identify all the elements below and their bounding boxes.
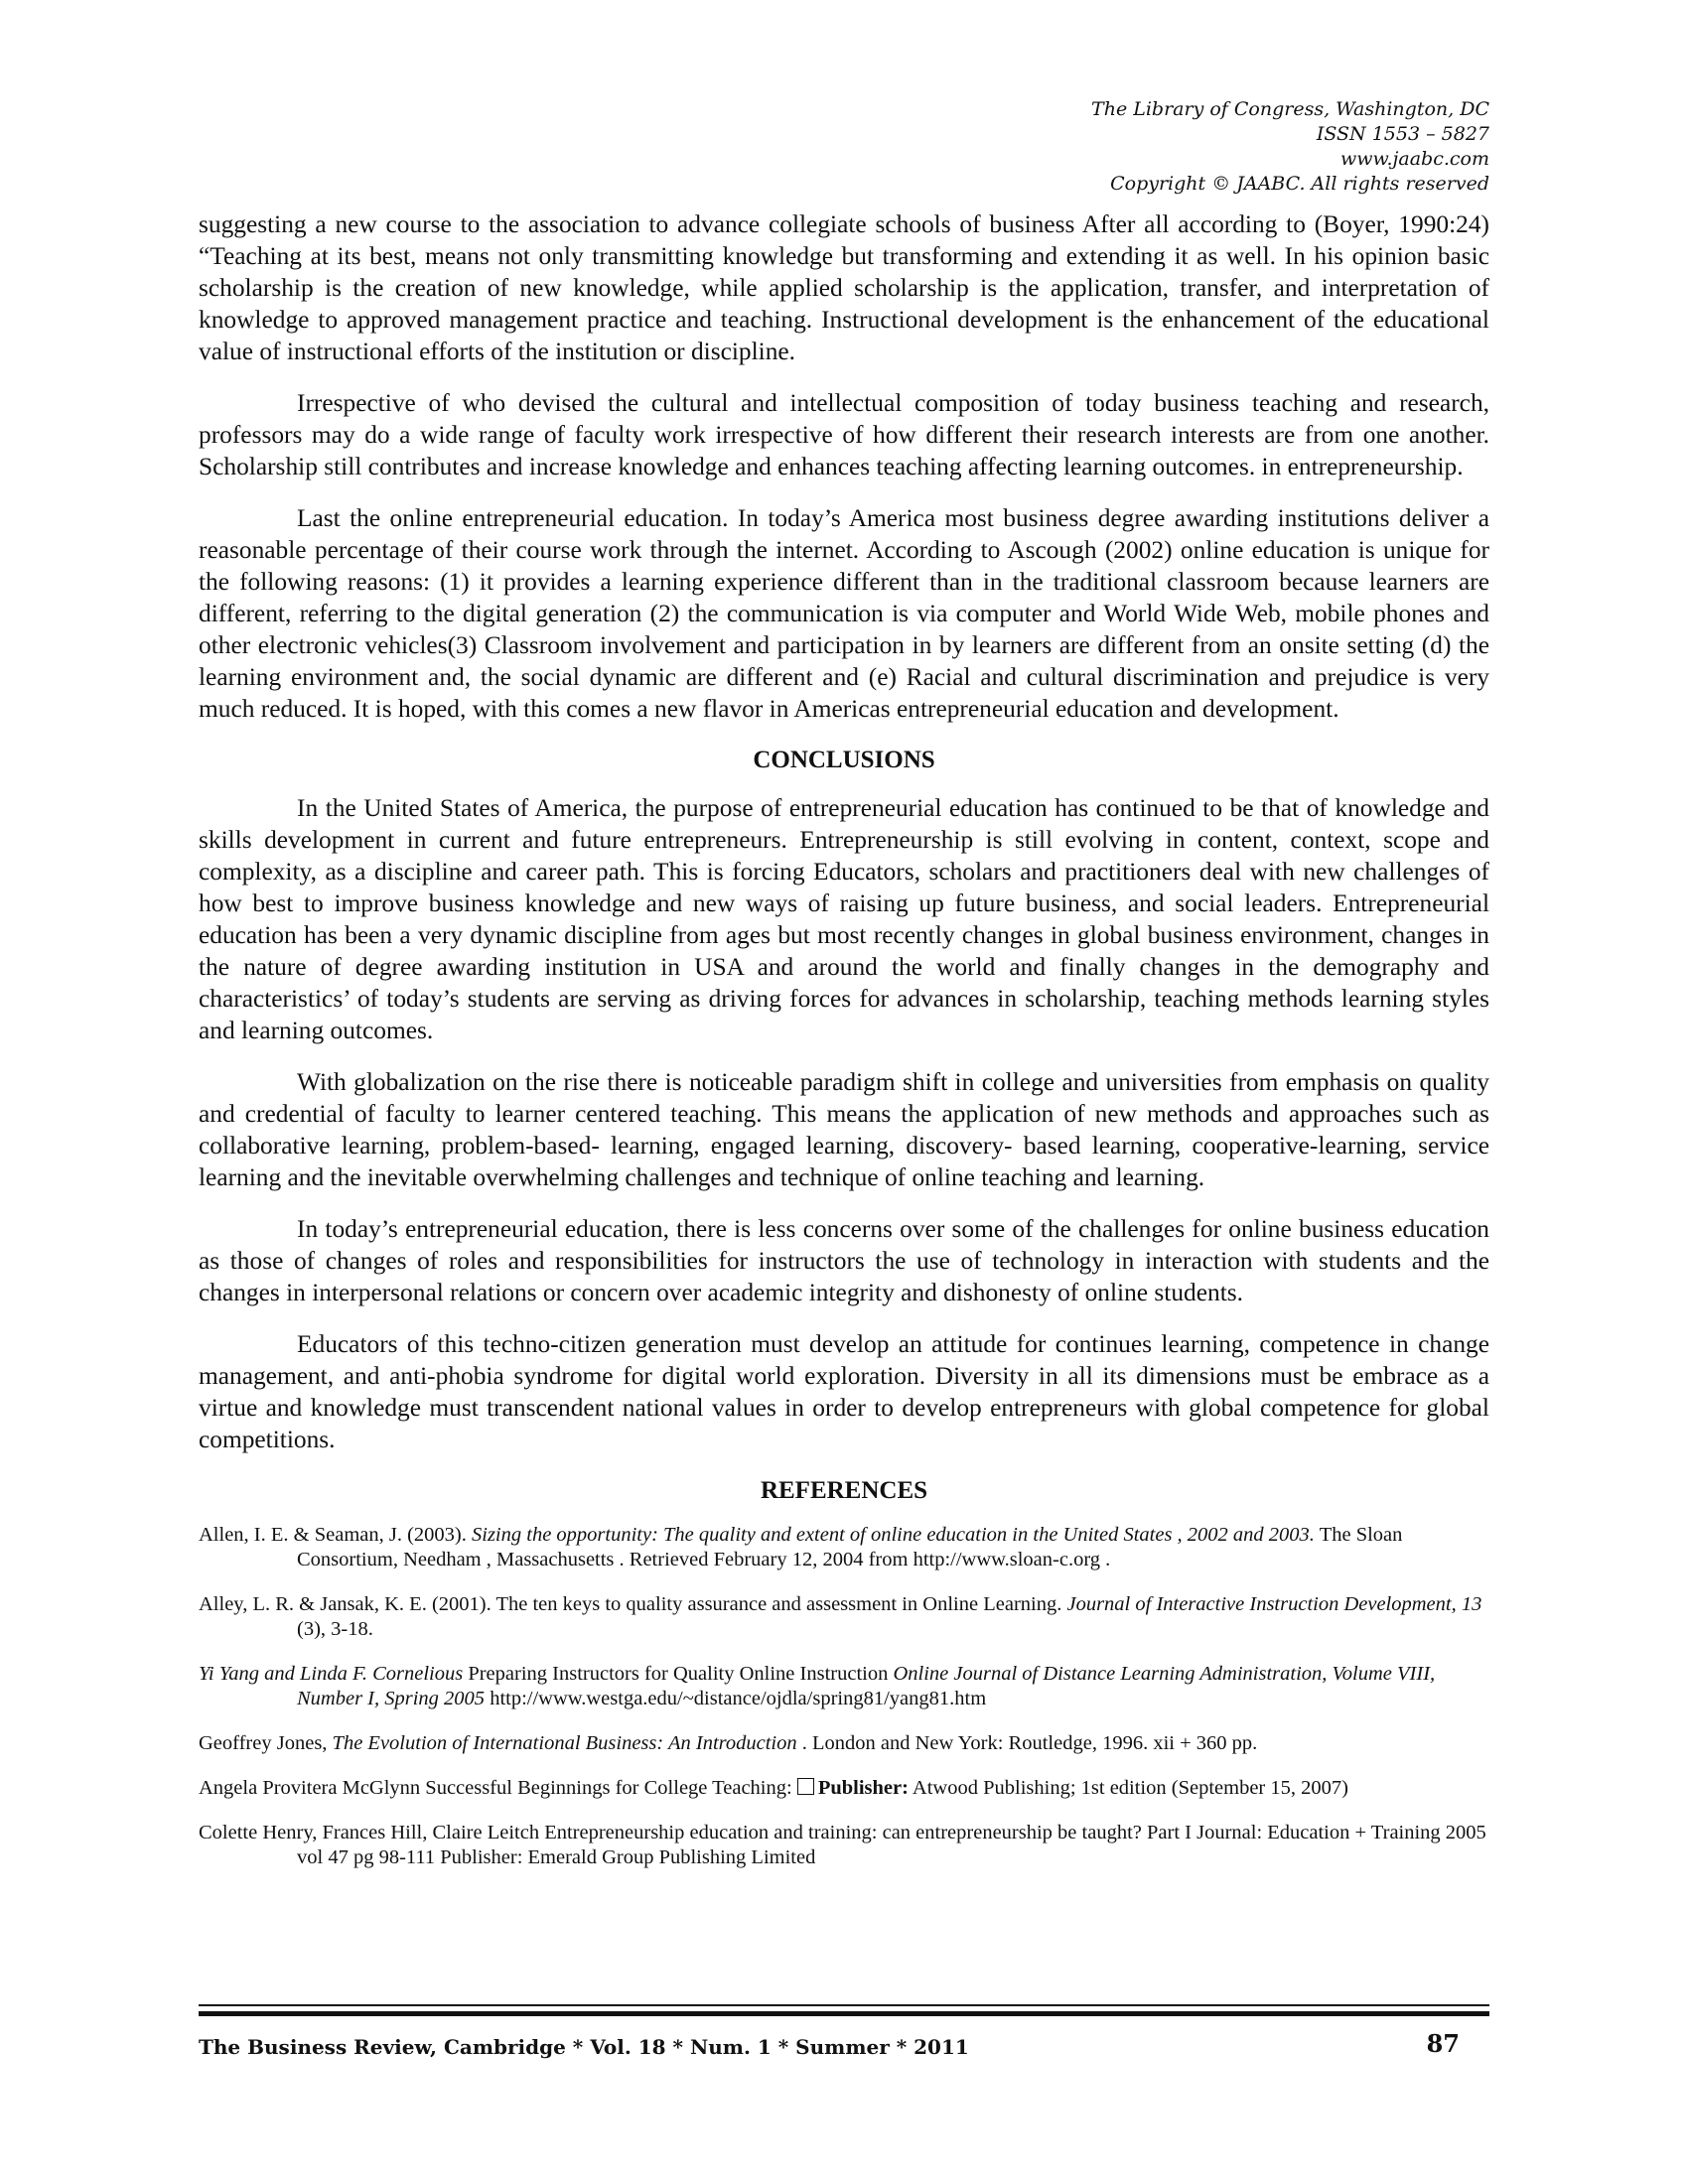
article-body <box>199 208 1489 1890</box>
header-issn-line: ISSN 1553 – 5827 <box>1316 123 1489 145</box>
reference-item <box>199 1776 1489 1801</box>
reference-url: http://www.westga.edu/~distance/ojdla/spring81/yang81.htm <box>485 1688 987 1709</box>
reference-publisher: . London and New York: Routledge, 1996. xii + 360 pp. <box>796 1732 1258 1754</box>
reference-publisher-label: Publisher: <box>817 1777 909 1799</box>
header-library-line: The Library of Congress, Washington, DC <box>1091 98 1489 120</box>
reference-item <box>199 1592 1489 1642</box>
body-paragraph-3: Last the online entrepreneurial education. In today’s America most business degree awarding institutions deliver a reasonable percentage of their course work through the internet. According to Ascough (2002) online education is unique for the following reasons: (1) it provides a learning experience different than in the traditional classroom because learners are different, referring to the digital generation (2) the communication is via computer and World Wide Web, mobile phones and other electronic vehicles(3) Classroom involvement and participation in by learners are different from an onsite setting (d) the learning environment and, the social dynamic are different and (e) Racial and cultural discrimination and prejudice is very much reduced. It is hoped, with this comes a new flavor in Americas entrepreneurial education and development. <box>199 504 1489 723</box>
reference-item <box>199 1662 1489 1711</box>
conclusions-paragraph-3: In today’s entrepreneurial education, there is less concerns over some of the challenges for online business education as those of changes of roles and responsibilities for instructors the use of technology in interaction with students and the changes in interpersonal relations or concern over academic integrity and dishonesty of online students. <box>199 1215 1489 1306</box>
running-header <box>1091 97 1489 197</box>
reference-authors: Yi Yang and Linda F. Cornelious <box>199 1663 464 1685</box>
reference-item: Colette Henry, Frances Hill, Claire Leitch Entrepreneurship education and training: can entrepreneurship be taught? Part I Journal: Education + Training 2005 vol 47 pg 98-111 Publisher: Emerald Group Publishing Limited <box>199 1822 1486 1868</box>
conclusions-paragraph-4: Educators of this techno-citizen generation must develop an attitude for continues learning, competence in change management, and anti-phobia syndrome for digital world exploration. Diversity in all its dimensions must be embrace as a virtue and knowledge must transcendent national values in order to develop entrepreneurs with global competence for global competitions. <box>199 1330 1489 1453</box>
reference-journal: Journal of Interactive Instruction Development, 13 <box>1066 1593 1482 1615</box>
footer-journal-citation: The Business Review, Cambridge * Vol. 18 * Num. 1 * Summer * 2011 <box>199 2035 969 2059</box>
conclusions-paragraph-1: In the United States of America, the purpose of entrepreneurial education has continued to be that of knowledge and skills development in current and future entrepreneurs. Entrepreneurship is still evolving in content, context, scope and complexity, as a discipline and career path. This is forcing Educators, scholars and practitioners deal with new challenges of how best to improve business knowledge and new ways of raising up future business, and social leaders. Entrepreneurial education has been a very dynamic discipline from ages but most recently changes in global business environment, changes in the nature of degree awarding institution in USA and around the world and finally changes in the demography and characteristics’ of today’s students are serving as driving forces for advances in scholarship, teaching methods learning styles and learning outcomes. <box>199 794 1489 1044</box>
reference-title: Preparing Instructors for Quality Online Instruction <box>463 1663 894 1685</box>
checkbox-glyph-icon <box>797 1778 814 1795</box>
reference-item <box>199 1523 1489 1572</box>
reference-item <box>199 1731 1489 1756</box>
conclusions-heading: CONCLUSIONS <box>753 747 935 773</box>
reference-pages: (3), 3-18. <box>297 1618 373 1640</box>
reference-authors: Angela Provitera McGlynn Successful Beginnings for College Teaching: <box>199 1777 797 1799</box>
footer-rule-thin <box>199 2004 1489 2006</box>
references-heading: REFERENCES <box>760 1477 928 1504</box>
page-number: 87 <box>1426 2029 1460 2058</box>
reference-title: The Evolution of International Business: An Introduction <box>332 1732 797 1754</box>
conclusions-paragraph-2: With globalization on the rise there is noticeable paradigm shift in college and universities from emphasis on quality and credential of faculty to learner centered teaching. This means the application of new methods and approaches such as collaborative learning, problem-based- learning, engaged learning, discovery- based learning, cooperative-learning, service learning and the inevitable overwhelming challenges and technique of online teaching and learning. <box>199 1068 1489 1191</box>
reference-authors: Geoffrey Jones, <box>199 1732 333 1754</box>
body-paragraph-2: Irrespective of who devised the cultural and intellectual composition of today business teaching and research, professors may do a wide range of faculty work irrespective of how different their research interests are from one another. Scholarship still contributes and increase knowledge and enhances teaching affecting learning outcomes. in entrepreneurship. <box>199 389 1489 480</box>
header-website-line: www.jaabc.com <box>1339 148 1489 170</box>
reference-journal: Online Journal of Distance Learning Administration, Volume VIII, Number I, Spring 2005 <box>297 1663 1436 1709</box>
reference-authors: Allen, I. E. & Seaman, J. (2003). <box>199 1524 472 1546</box>
reference-publisher: Atwood Publishing; 1st edition (September 15, 2007) <box>908 1777 1348 1799</box>
footer-rule-thick <box>199 2011 1489 2016</box>
reference-source: The Sloan Consortium, Needham , Massachusetts . Retrieved February 12, 2004 from http://www.sloan-c.org . <box>297 1524 1403 1570</box>
reference-authors: Alley, L. R. & Jansak, K. E. (2001). The ten keys to quality assurance and assessment in Online Learning. <box>199 1593 1067 1615</box>
references-list <box>199 1523 1489 1870</box>
reference-title: Sizing the opportunity: The quality and extent of online education in the United States , 2002 and 2003. <box>472 1524 1315 1546</box>
header-copyright-line: Copyright © JAABC. All rights reserved <box>1110 173 1489 195</box>
body-paragraph-1: suggesting a new course to the association to advance collegiate schools of business After all according to (Boyer, 1990:24) “Teaching at its best, means not only transmitting knowledge but transforming and extending it as well. In his opinion basic scholarship is the creation of new knowledge, while applied scholarship is the application, transfer, and interpretation of knowledge to approved management practice and teaching. Instructional development is the enhancement of the educational value of instructional efforts of the institution or discipline. <box>199 210 1489 365</box>
